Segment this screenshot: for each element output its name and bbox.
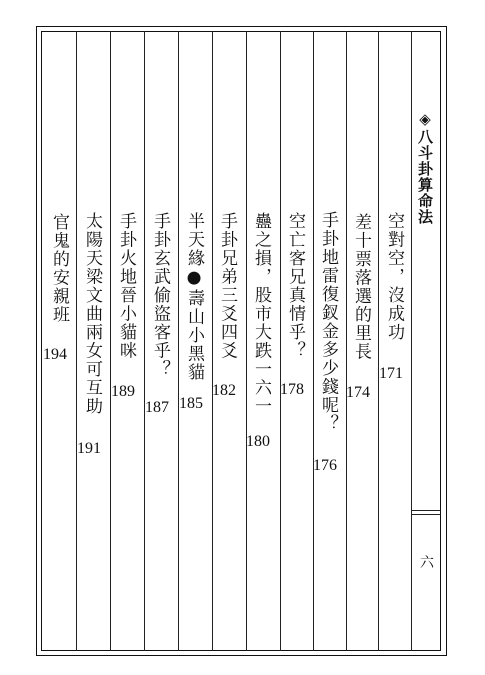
toc-entry-title: 半天緣●壽山小黑貓 [184,212,204,382]
toc-entry-title: 官鬼的安親班 [49,213,69,324]
folio-rule [411,510,441,511]
column-rule [110,31,111,651]
toc-entry-page: 194 [43,346,67,363]
column-rule [76,31,77,651]
toc-entry-title: 蠱之損，股市大跌一六一 [251,212,271,416]
toc-entry-page: 189 [111,383,135,400]
toc-entry-title: 空對空，沒成功 [384,212,404,342]
column-rule [313,31,314,651]
toc-entry-title: 太陽天梁文曲兩女可互助 [82,212,102,416]
toc-entry-page: 185 [179,395,203,412]
toc-entry-page: 171 [379,365,403,382]
toc-entry-page: 174 [346,384,370,401]
column-rule [178,31,179,651]
column-rule [246,31,247,651]
toc-entry-page: 191 [77,440,101,457]
toc-entry-page: 178 [280,381,304,398]
folio-rule [411,514,441,515]
toc-entry-title: 空亡客兄真情乎？ [285,212,305,360]
page-folio: 六 [420,555,434,571]
toc-entry-title: 手卦火地晉小貓咪 [116,212,136,360]
running-header-title: ◈八斗卦算命法 [416,110,434,225]
toc-entry-title: 差十票落選的里長 [351,213,371,361]
column-rule [280,31,281,651]
toc-entry-title: 手卦地雷復釵金多少錢呢？ [318,211,338,433]
toc-entry-page: 182 [212,382,236,399]
toc-entry-page: 187 [145,399,169,416]
toc-entry-title: 手卦玄武偷盜客乎？ [150,212,170,379]
header-column-rule [411,31,412,651]
toc-entry-page: 180 [246,433,270,450]
toc-entry-page: 176 [313,457,337,474]
column-rule [144,31,145,651]
column-rule [346,31,347,651]
column-rule [378,31,379,651]
toc-entry-title: 手卦兄弟三爻四爻 [217,212,237,360]
column-rule [212,31,213,651]
